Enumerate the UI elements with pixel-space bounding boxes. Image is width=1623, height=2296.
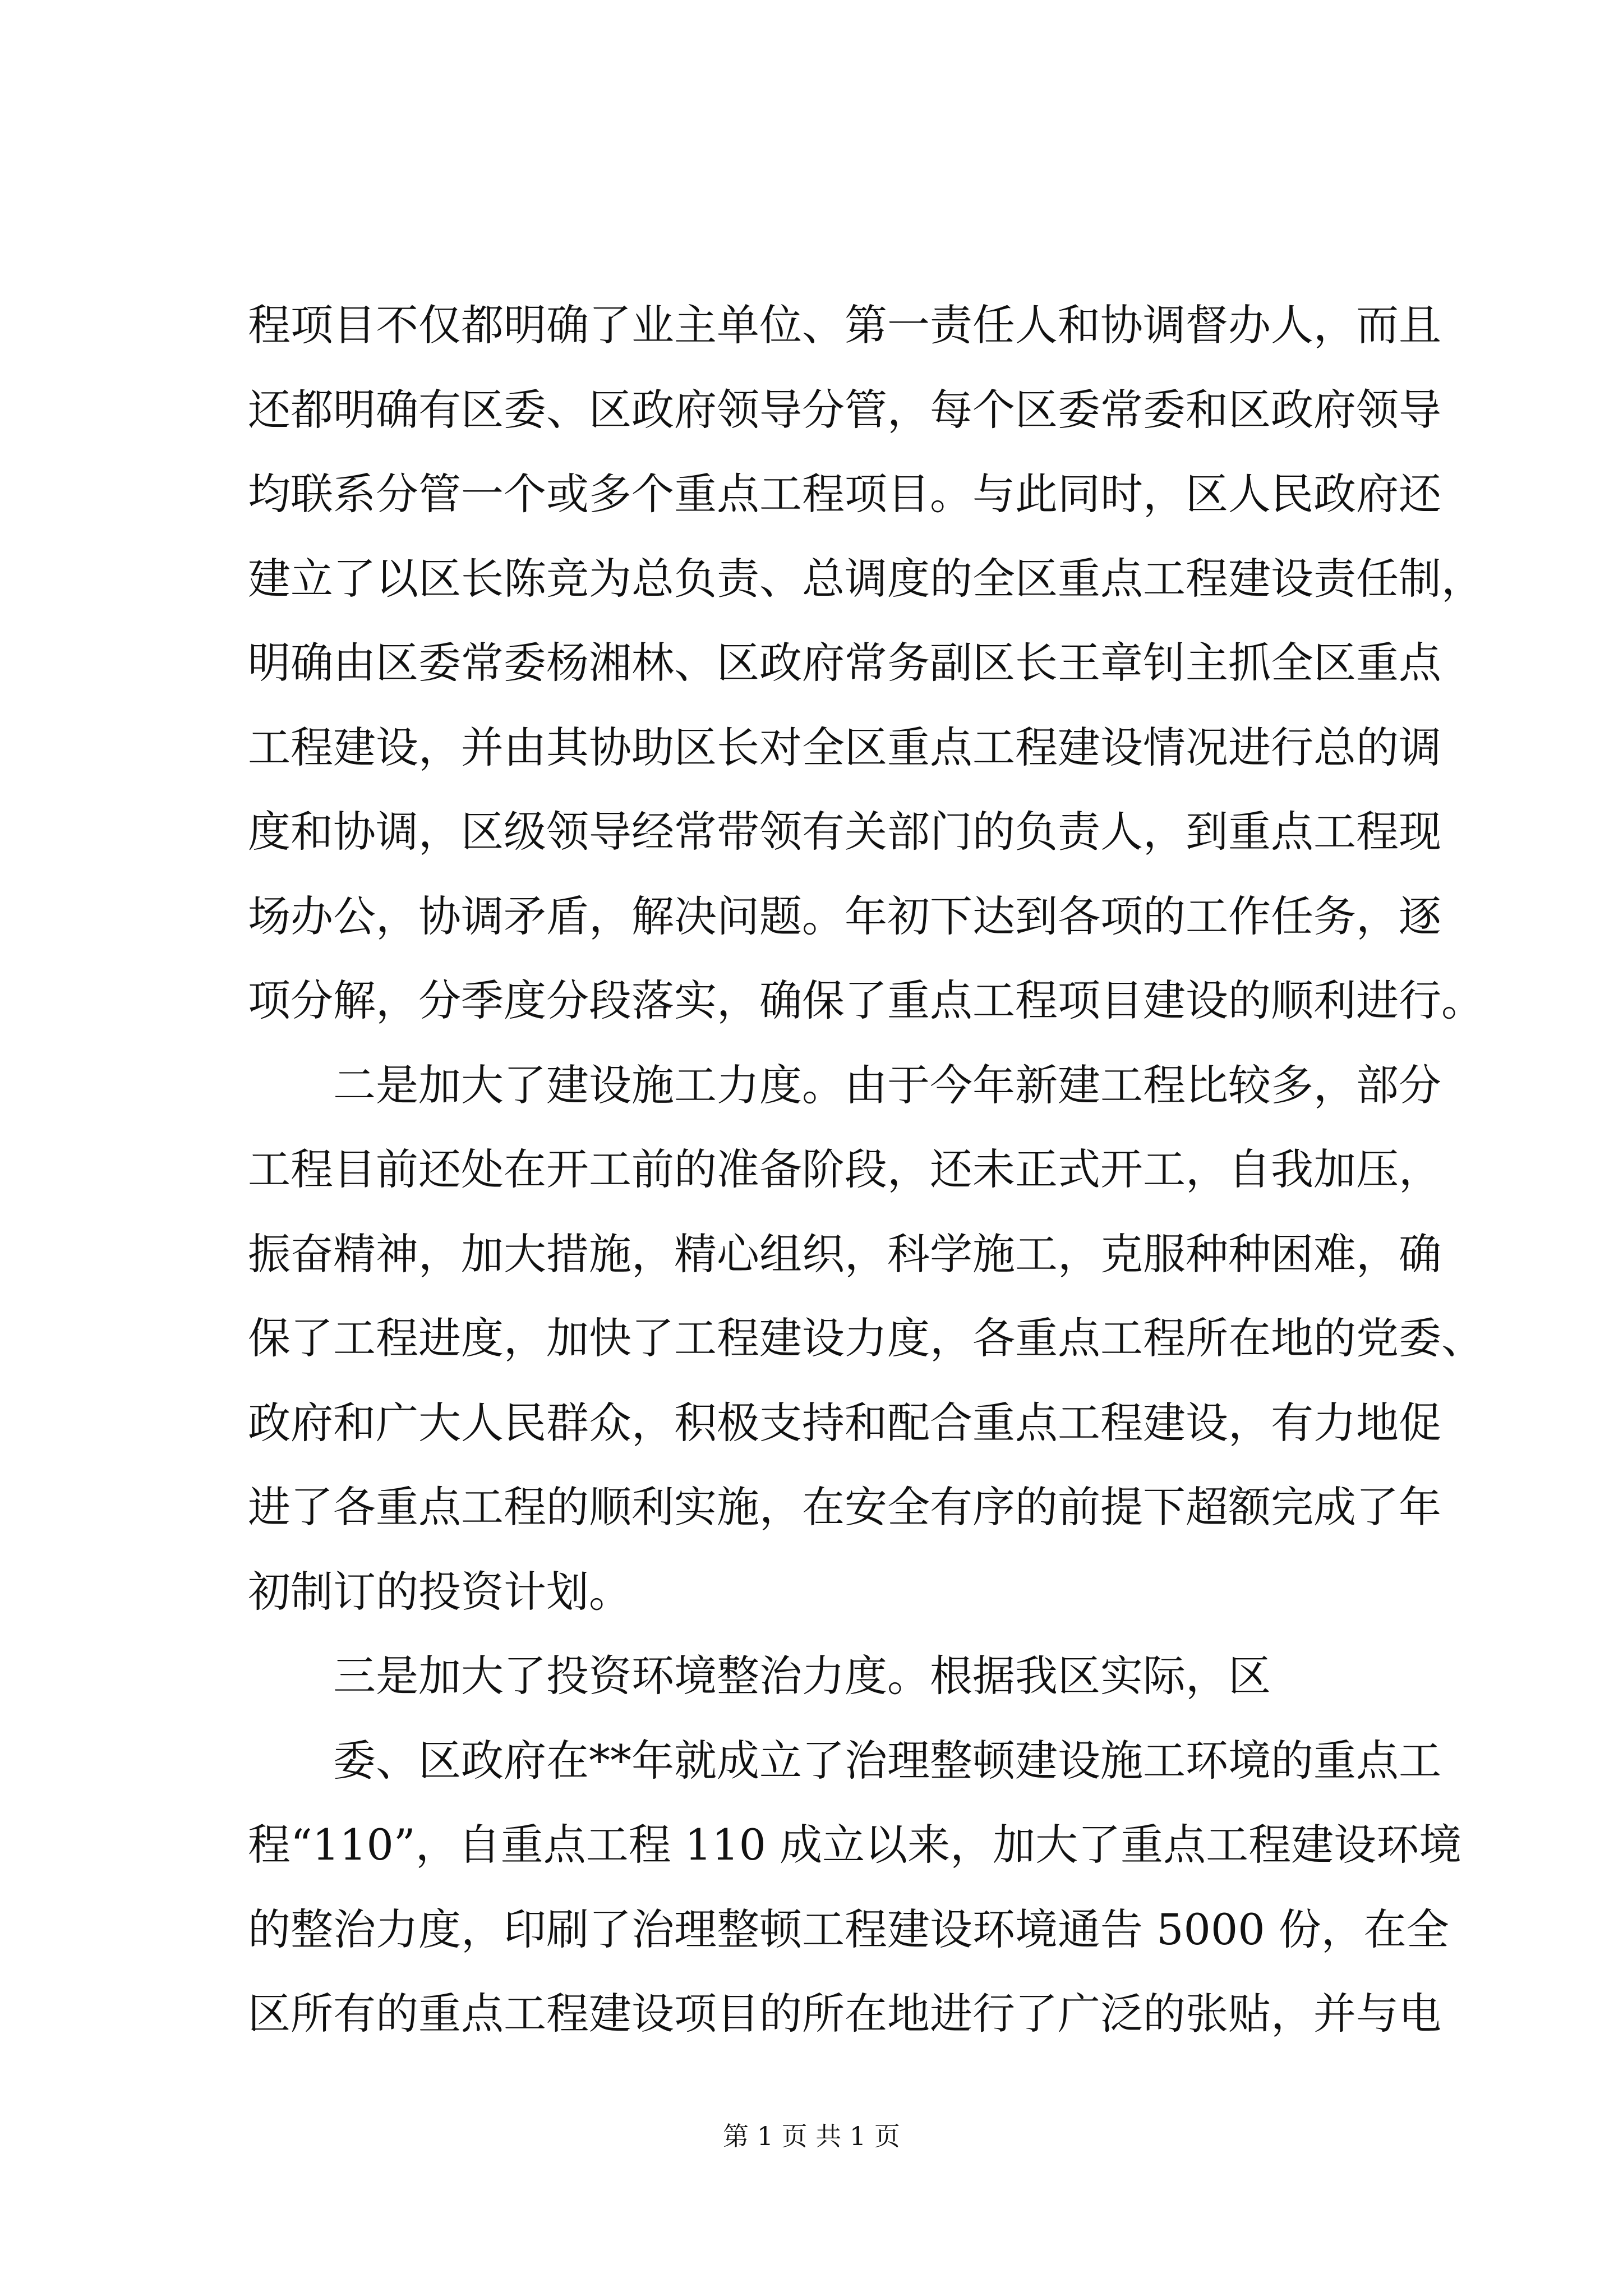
text-line: 工程目前还处在开工前的准备阶段，还未正式开工，自我加压，: [248, 1144, 1441, 1194]
text-line: 度和协调，区级领导经常带领有关部门的负责人，到重点工程现: [248, 807, 1441, 857]
text-line: 进了各重点工程的顺利实施，在安全有序的前提下超额完成了年: [248, 1482, 1441, 1532]
text-line: 程项目不仅都明确了业主单位、第一责任人和协调督办人，而且: [248, 300, 1441, 350]
body-text: [248, 283, 1484, 2056]
text-line: 的整治力度，印刷了治理整顿工程建设环境通告 5000 份，在全: [248, 1904, 1449, 1954]
text-line: 建立了以区长陈竞为总负责、总调度的全区重点工程建设责任制，: [248, 553, 1484, 604]
text-line: 明确由区委常委杨湘林、区政府常务副区长王章钊主抓全区重点: [248, 638, 1441, 688]
text-line: 保了工程进度，加快了工程建设力度，各重点工程所在地的党委、: [248, 1313, 1484, 1363]
text-line: 工程建设，并由其协助区长对全区重点工程建设情况进行总的调: [248, 722, 1441, 772]
text-line: 程“110”，自重点工程 110 成立以来，加大了重点工程建设环境: [248, 1820, 1462, 1870]
text-line: 均联系分管一个或多个重点工程项目。与此同时，区人民政府还: [248, 469, 1441, 519]
text-line: 区所有的重点工程建设项目的所在地进行了广泛的张贴，并与电: [248, 1989, 1441, 2039]
text-line: 政府和广大人民群众，积极支持和配合重点工程建设，有力地促: [248, 1397, 1441, 1448]
text-line: 还都明确有区委、区政府领导分管，每个区委常委和区政府领导: [248, 384, 1441, 435]
paragraph-start-line: 三是加大了投资环境整治力度。根据我区实际，区: [333, 1651, 1271, 1701]
text-line: 场办公，协调矛盾，解决问题。年初下达到各项的工作任务，逐: [248, 891, 1441, 941]
paragraph-start-line: 委、区政府在**年就成立了治理整顿建设施工环境的重点工: [333, 1735, 1441, 1786]
text-line: 振奋精神，加大措施，精心组织，科学施工，克服种种困难，确: [248, 1228, 1441, 1279]
page-number-label: 第 1 页 共 1 页: [723, 2121, 900, 2151]
page-footer: [0, 2119, 1623, 2153]
paragraph-end-line: 初制订的投资计划。: [248, 1566, 631, 1617]
paragraph-start-line: 二是加大了建设施工力度。由于今年新建工程比较多，部分: [333, 1060, 1441, 1110]
text-line: 项分解，分季度分段落实，确保了重点工程项目建设的顺利进行。: [248, 976, 1484, 1025]
